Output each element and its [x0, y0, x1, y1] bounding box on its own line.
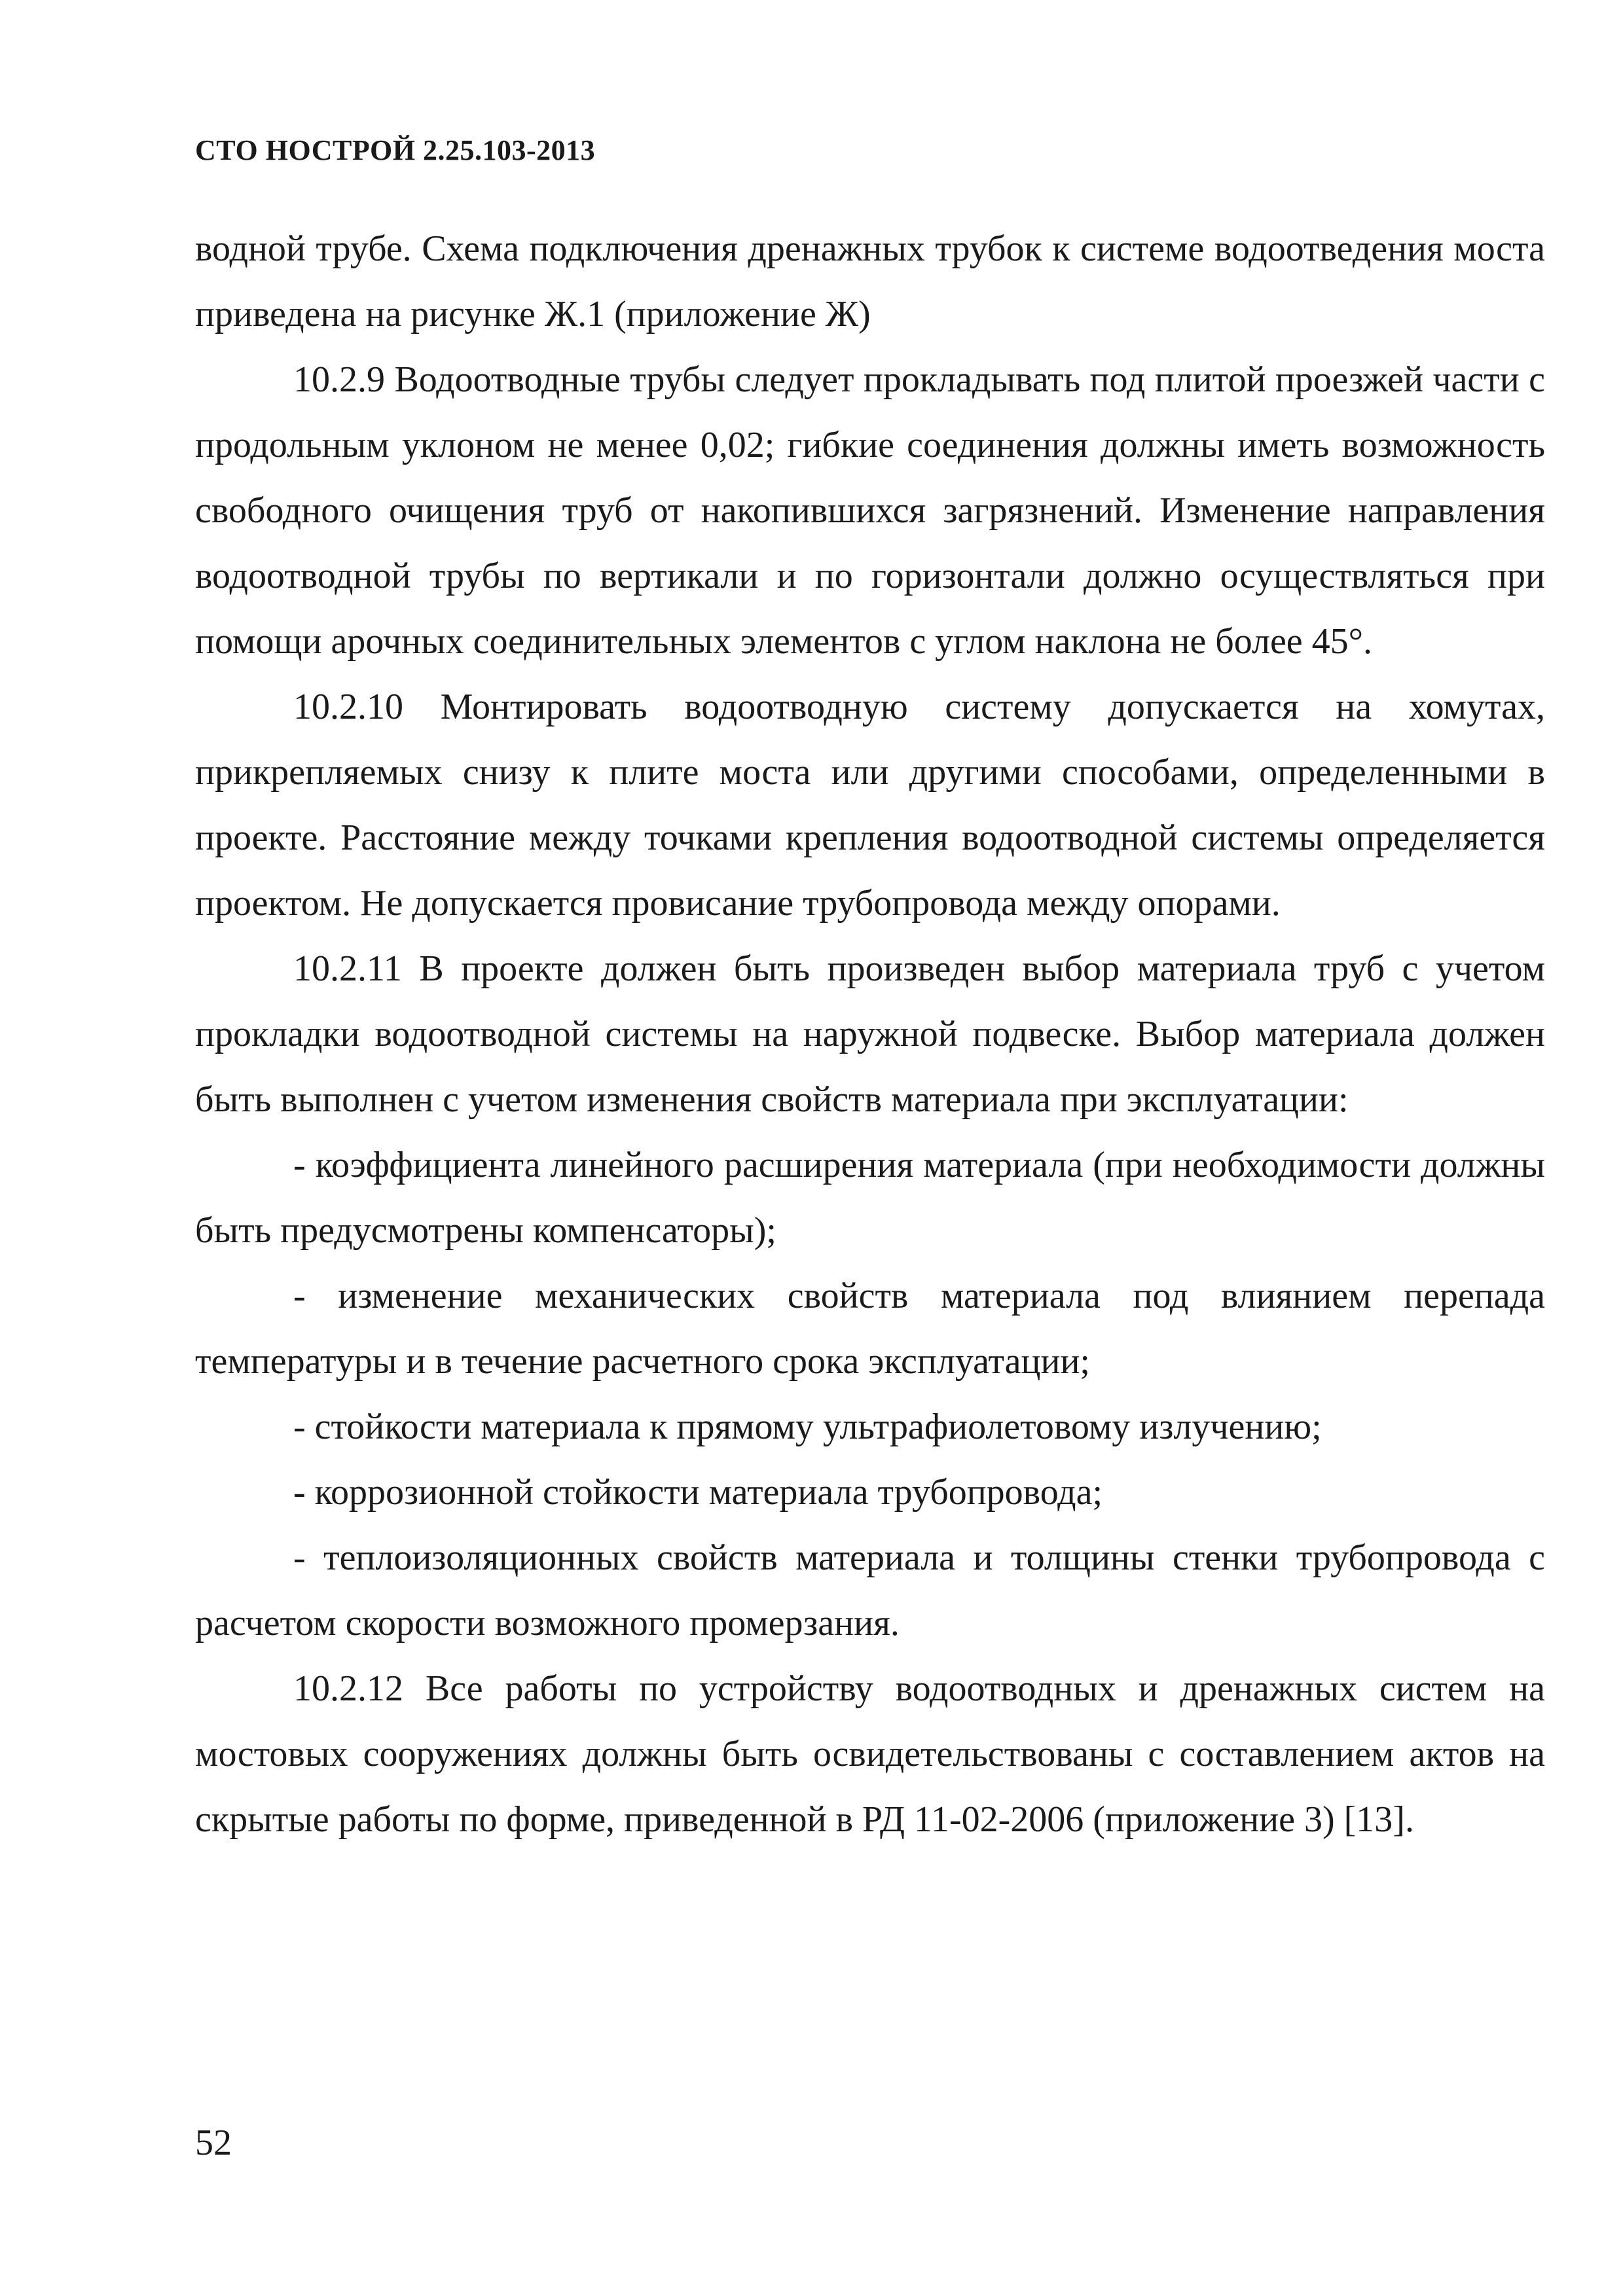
document-body — [195, 216, 1545, 1852]
document-header-code: СТО НОСТРОЙ 2.25.103-2013 — [195, 134, 596, 166]
list-item: - стойкости материала к прямому ультрафиолетовому излучению; — [293, 1407, 1322, 1447]
list-item: - коэффициента линейного расширения материала (при необходимости должны быть предусмотрены компенсаторы); — [195, 1145, 1545, 1251]
paragraph-10-2-11: 10.2.11 В проекте должен быть произведен выбор материала труб с учетом прокладки водоотводной системы на наружной подвеске. Выбор материала должен быть выполнен с учетом изменения свойств материала при эксплуатации: — [195, 948, 1545, 1120]
list-item: - коррозионной стойкости материала трубопровода; — [293, 1472, 1103, 1513]
list-item: - теплоизоляционных свойств материала и толщины стенки трубопровода с расчетом скорости возможного промерзания. — [195, 1537, 1545, 1643]
list-item: - изменение механических свойств материала под влиянием перепада температуры и в течение расчетного срока эксплуатации; — [195, 1276, 1545, 1382]
page-number: 52 — [195, 2123, 232, 2163]
paragraph-10-2-9: 10.2.9 Водоотводные трубы следует прокладывать под плитой проезжей части с продольным уклоном не менее 0,02; гибкие соединения должны иметь возможность свободного очищения труб от накопившихся загрязнений. Изменение направления водоотводной трубы по вертикали и по горизонтали должно осуществляться при помощи арочных соединительных элементов с углом наклона не более 45°. — [195, 359, 1545, 662]
paragraph-10-2-12: 10.2.12 Все работы по устройству водоотводных и дренажных систем на мостовых сооружениях должны быть освидетельствованы с составлением актов на скрытые работы по форме, приведенной в РД 11-02-2006 (приложение 3) [13]. — [195, 1668, 1545, 1840]
paragraph-10-2-10: 10.2.10 Монтировать водоотводную систему допускается на хомутах, прикрепляемых снизу к плите моста или другими способами, определенными в проекте. Расстояние между точками крепления водоотводной системы определяется проектом. Не допускается провисание трубопровода между опорами. — [195, 687, 1545, 924]
paragraph-continuation: водной трубе. Схема подключения дренажных трубок к системе водоотведения моста приведена на рисунке Ж.1 (приложение Ж) — [195, 228, 1545, 334]
